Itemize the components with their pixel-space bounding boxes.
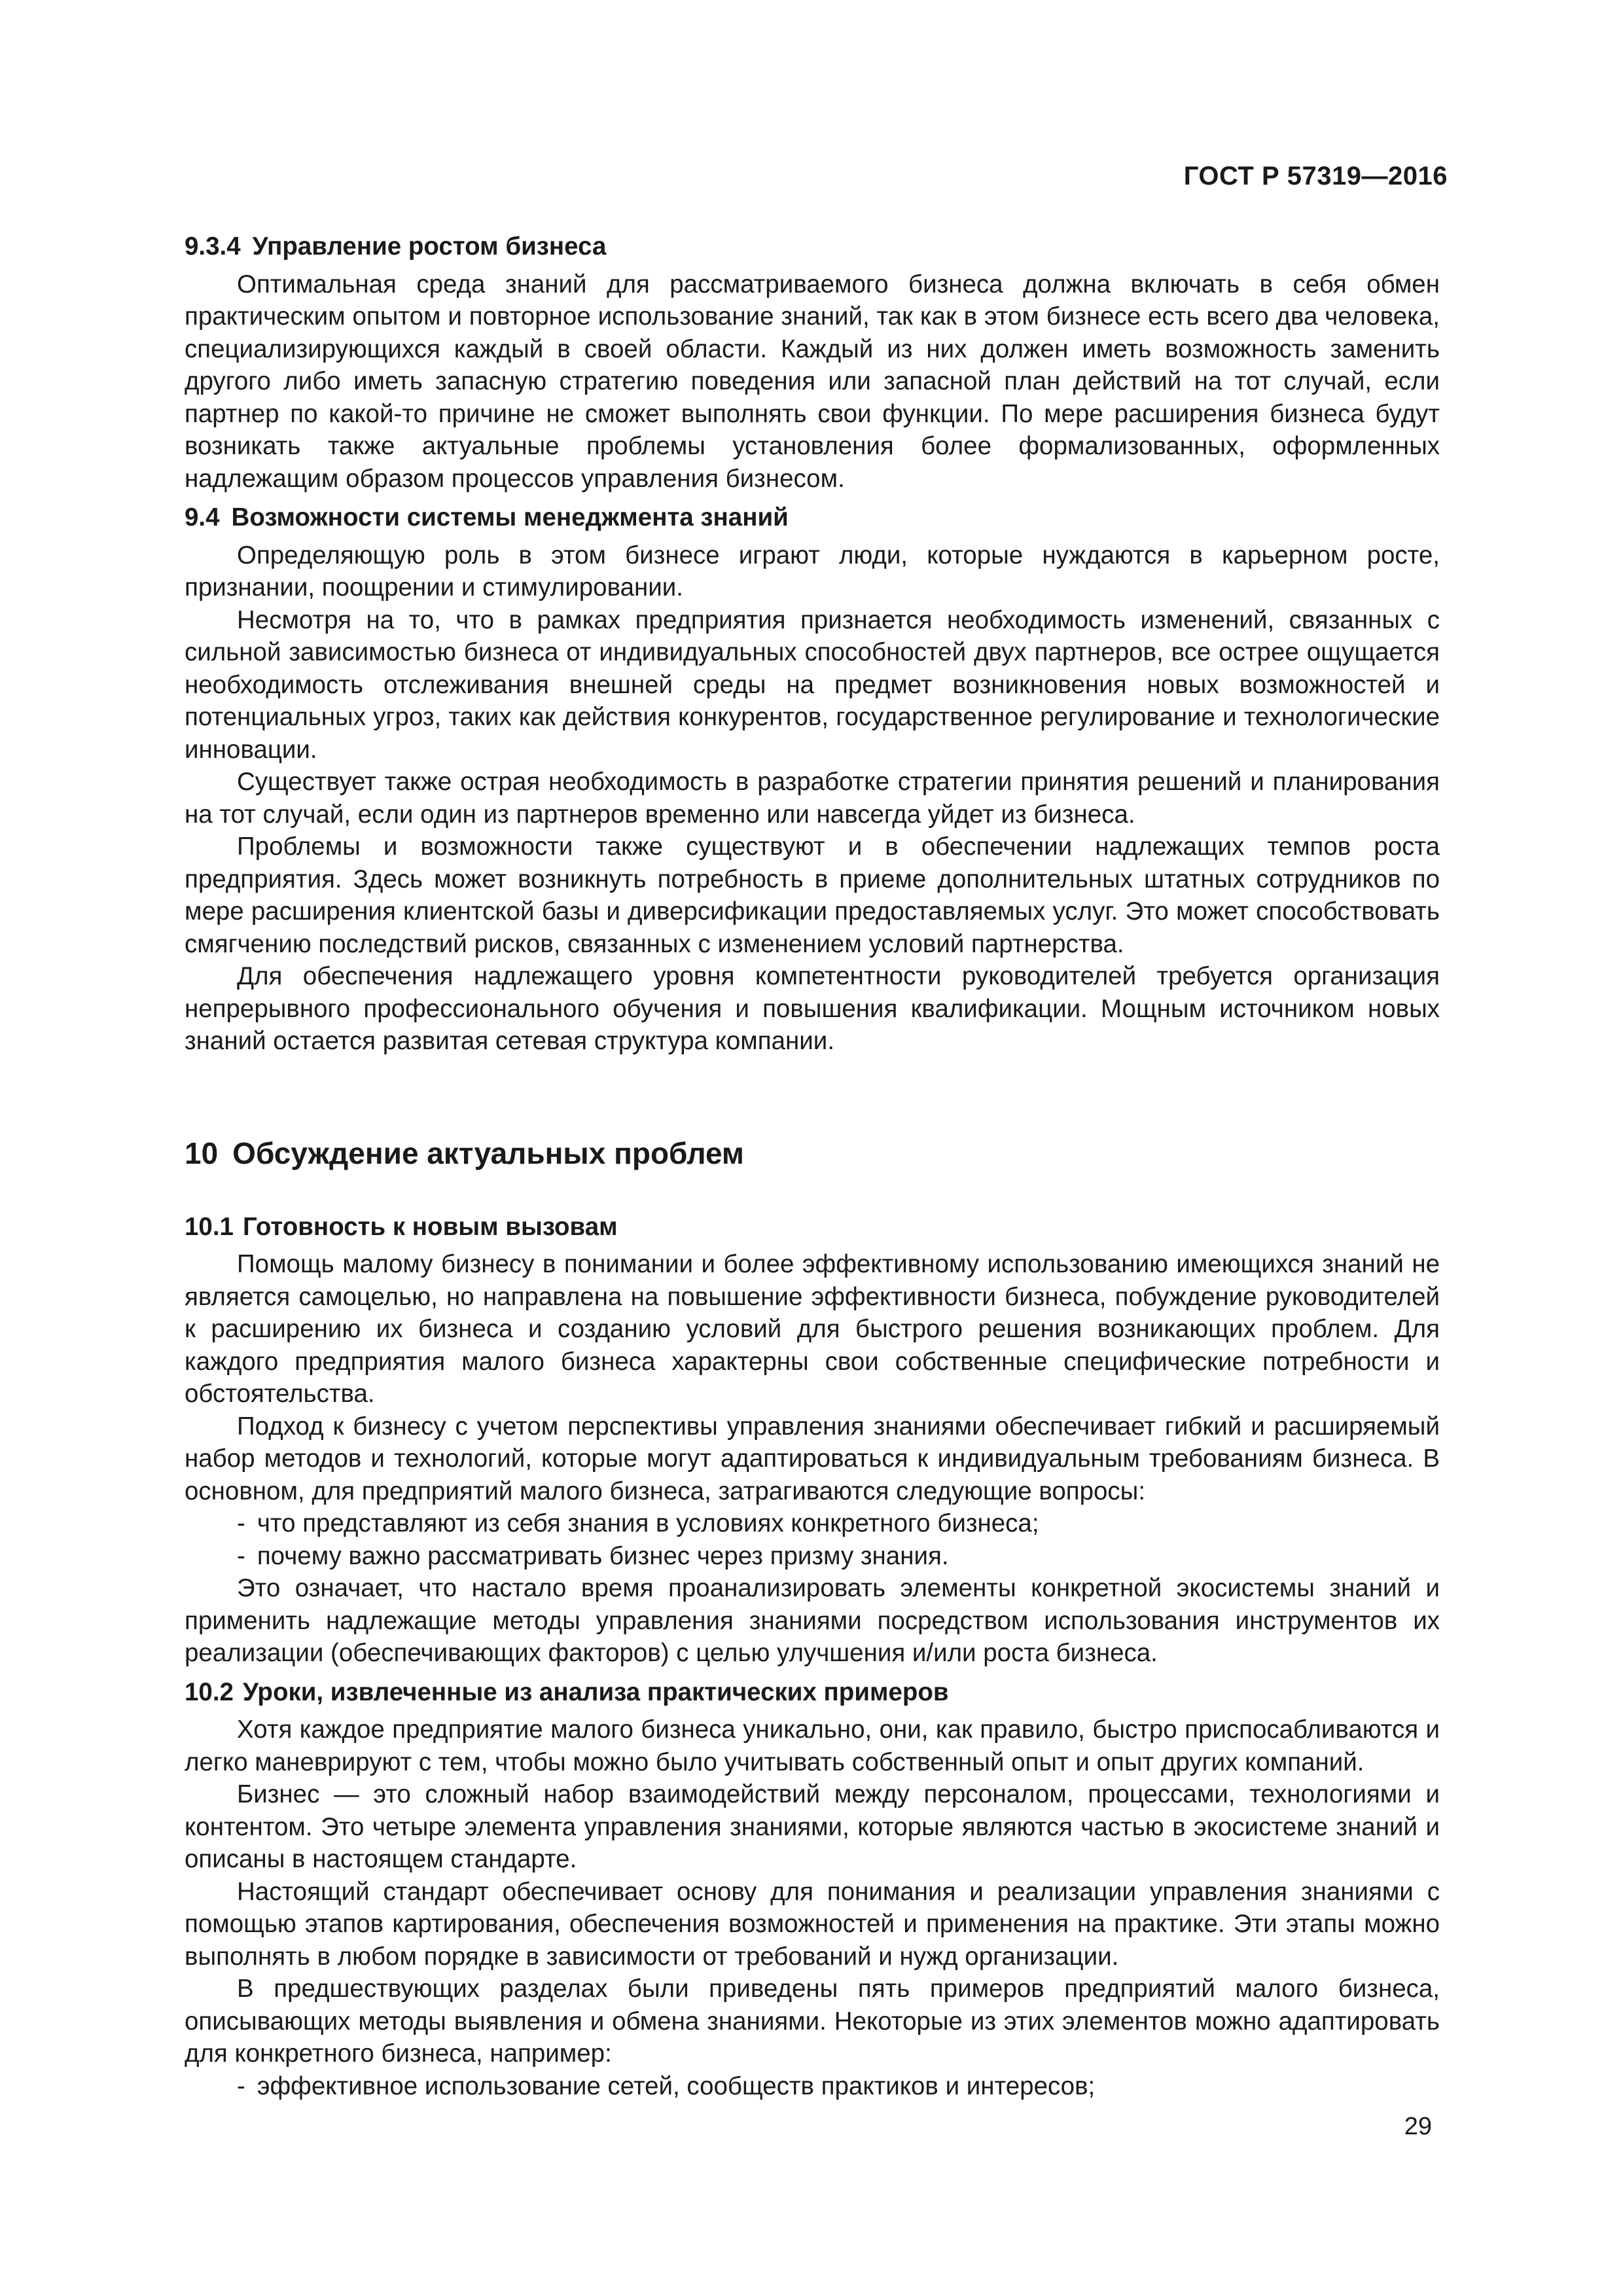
page-content [185,230,1440,2102]
subsection-heading-10-1 [185,1211,1440,1244]
subsection-title: Готовность к новым вызовам [242,1212,618,1241]
list-item [185,1507,1440,1540]
page-number: 29 [1404,2113,1432,2140]
subsection-heading-9-4 [185,501,1440,534]
subsection-heading-10-2 [185,1676,1440,1709]
paragraph: Определяющую роль в этом бизнесе играют люди, которые нуждаются в карьерном росте, признании, поощрении и стимулировании. [185,541,1440,601]
paragraph: Проблемы и возможности также существуют и в обеспечении надлежащих темпов роста предприятия. Здесь может возникнуть потребность в приеме дополнительных штатных сотрудников по мере расширения клиентской базы и диверсификации предоставляемых услуг. Это может способствовать смягчению последствий рисков, связанных с изменением условий партнерства. [185,833,1440,958]
list-item [185,2070,1440,2103]
subsection-number: 9.3.4 [185,232,241,260]
paragraph: Существует также острая необходимость в разработке стратегии принятия решений и планирования на тот случай, если один из партнеров временно или навсегда уйдет из бизнеса. [185,768,1440,829]
subsection-title: Управление ростом бизнеса [252,232,607,260]
dash-bullet: - [237,2072,245,2100]
paragraph: Настоящий стандарт обеспечивает основу для понимания и реализации управления знаниями с помощью этапов картирования, обеспечения возможностей и применения на практике. Эти этапы можно выполнять в любом порядке в зависимости от требований и нужд организации. [185,1877,1440,1971]
list-item-text: что представляют из себя знания в условиях конкретного бизнеса; [257,1509,1039,1537]
paragraph: Для обеспечения надлежащего уровня компетентности руководителей требуется организация непрерывного профессионального обучения и повышения квалификации. Мощным источником новых знаний остается развитая сетевая структура компании. [185,962,1440,1055]
paragraph: Хотя каждое предприятие малого бизнеса уникально, они, как правило, быстро приспосабливаются и легко маневрируют с тем, чтобы можно было учитывать собственный опыт и опыт других компаний. [185,1715,1440,1776]
paragraph: Бизнес — это сложный набор взаимодействий между персоналом, процессами, технологиями и контентом. Это четыре элемента управления знаниями, которые являются частью в экосистеме знаний и описаны в настоящем стандарте. [185,1780,1440,1873]
section-number: 10 [185,1136,219,1170]
list-item [185,1540,1440,1573]
document-code: ГОСТ Р 57319—2016 [1183,162,1448,190]
section-heading-10 [185,1135,1440,1172]
subsection-heading-9-3-4 [185,230,1440,263]
paragraph: Подход к бизнесу с учетом перспективы управления знаниями обеспечивает гибкий и расширяемый набор методов и технологий, которые могут адаптироваться к индивидуальным требованиям бизнеса. В основном, для предприятий малого бизнеса, затрагиваются следующие вопросы: [185,1412,1440,1505]
paragraph: Это означает, что настало время проанализировать элементы конкретной экосистемы знаний и применить надлежащие методы управления знаниями посредством использования инструментов их реализации (обеспечивающих факторов) с целью улучшения и/или роста бизнеса. [185,1574,1440,1667]
list-item-text: почему важно рассматривать бизнес через призму знания. [257,1541,949,1570]
dash-bullet: - [237,1509,245,1537]
bullet-list [185,2070,1440,2103]
subsection-number: 10.2 [185,1677,234,1706]
subsection-title: Возможности системы менеджмента знаний [231,503,789,531]
list-item-text: эффективное использование сетей, сообществ практиков и интересов; [257,2072,1096,2100]
bullet-list [185,1507,1440,1572]
section-title: Обсуждение актуальных проблем [232,1136,744,1170]
subsection-number: 9.4 [185,503,220,531]
paragraph: Помощь малому бизнесу в понимании и более эффективному использованию имеющихся знаний не является самоцелью, но направлена на повышение эффективности бизнеса, побуждение руководителей к расширению их бизнеса и созданию условий для быстрого решения возникающих проблем. Для каждого предприятия малого бизнеса характерны свои собственные специфические потребности и обстоятельства. [185,1250,1440,1408]
paragraph: Оптимальная среда знаний для рассматриваемого бизнеса должна включать в себя обмен практическим опытом и повторное использование знаний, так как в этом бизнесе есть всего два человека, специализирующихся каждый в своей области. Каждый из них должен иметь возможность заменить другого либо иметь запасную стратегию поведения или запасной план действий на тот случай, если партнер по какой-то причине не сможет выполнять свои функции. По мере расширения бизнеса будут возникать также актуальные проблемы установления более формализованных, оформленных надлежащим образом процессов управления бизнесом. [185,270,1440,493]
subsection-title: Уроки, извлеченные из анализа практических примеров [242,1677,949,1706]
paragraph: Несмотря на то, что в рамках предприятия признается необходимость изменений, связанных с сильной зависимостью бизнеса от индивидуальных способностей двух партнеров, все острее ощущается необходимость отслеживания внешней среды на предмет возникновения новых возможностей и потенциальных угроз, таких как действия конкурентов, государственное регулирование и технологические инновации. [185,605,1440,764]
dash-bullet: - [237,1541,245,1570]
subsection-number: 10.1 [185,1212,234,1241]
paragraph: В предшествующих разделах были приведены пять примеров предприятий малого бизнеса, описывающих методы выявления и обмена знаниями. Некоторые из этих элементов можно адаптировать для конкретного бизнеса, например: [185,1975,1440,2068]
